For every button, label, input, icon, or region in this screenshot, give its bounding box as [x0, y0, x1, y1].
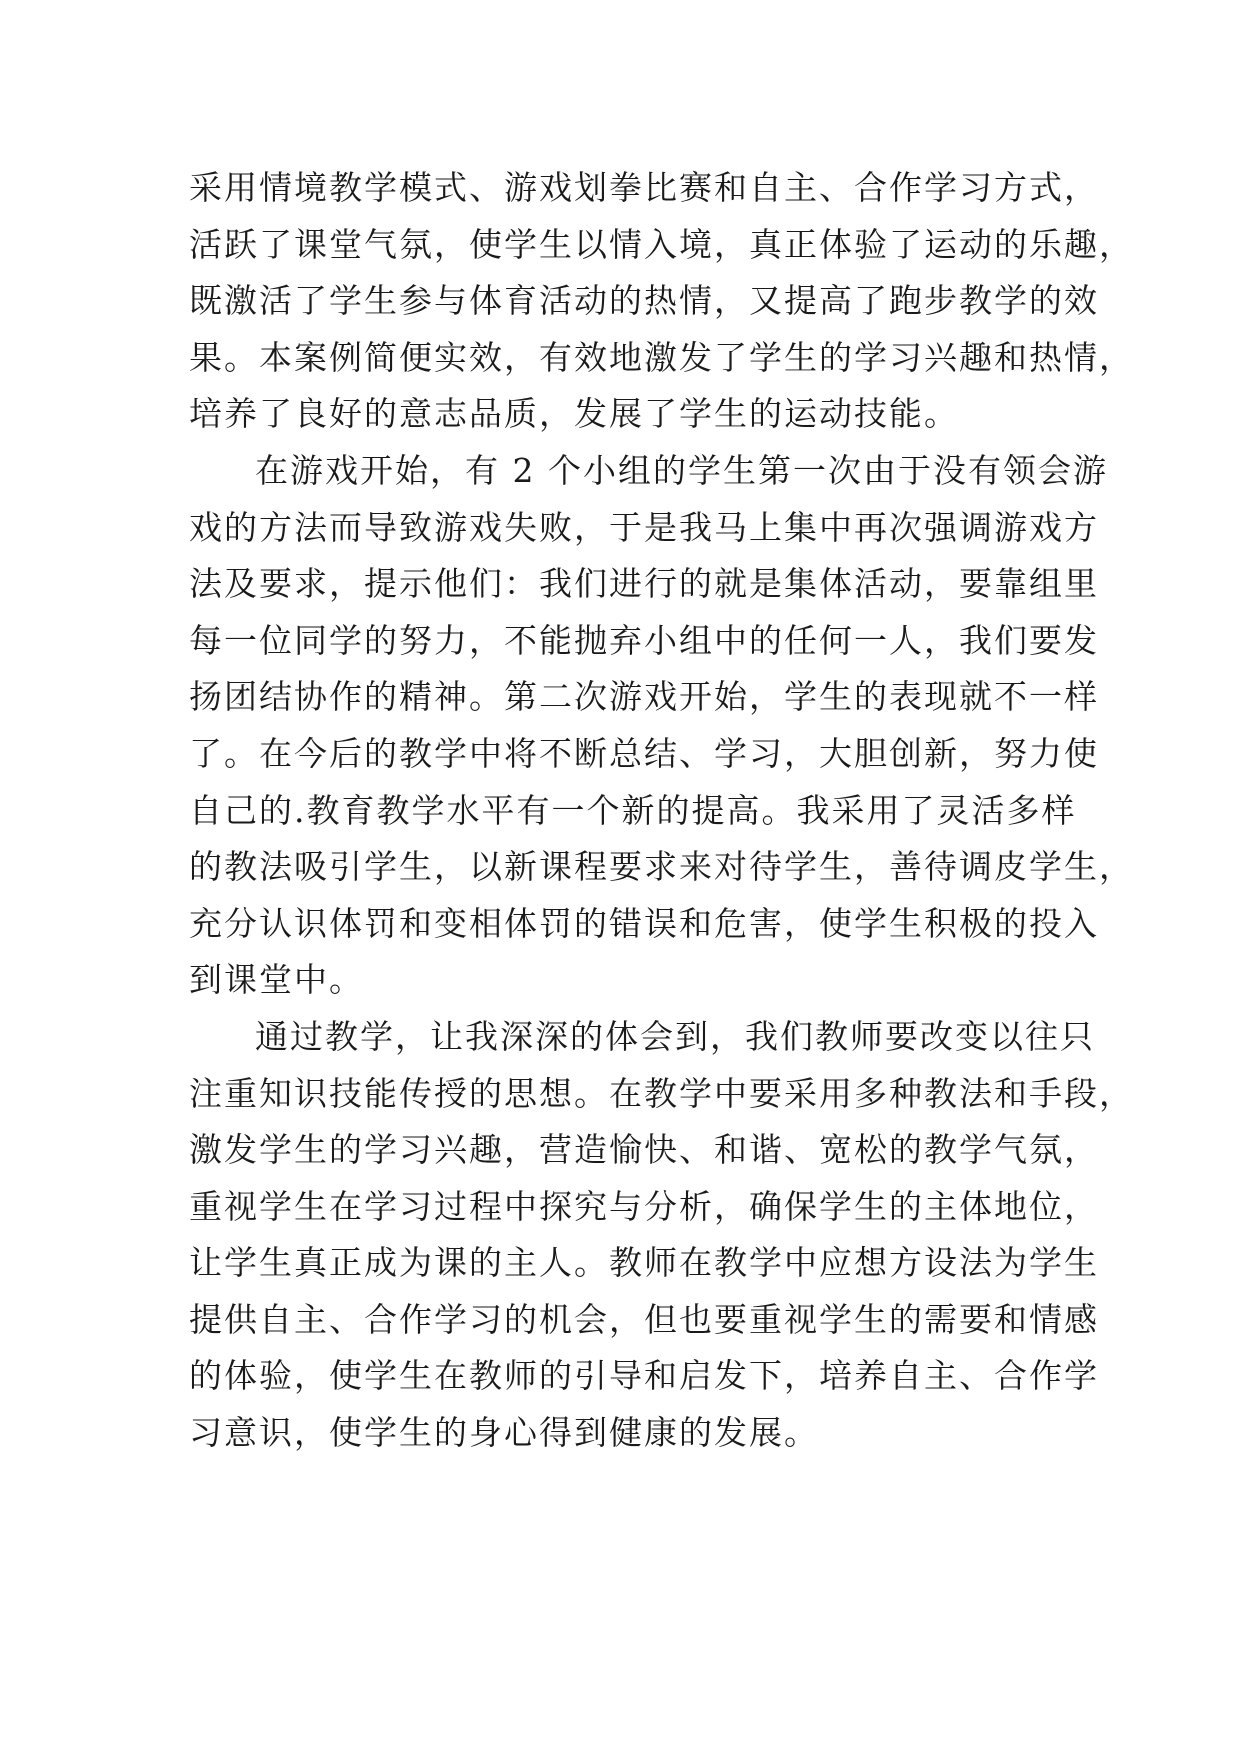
text-line: 扬团结协作的精神。第二次游戏开始，学生的表现就不一样: [189, 677, 1099, 717]
text-line: 活跃了课堂气氛，使学生以情入境，真正体验了运动的乐趣，: [189, 224, 1134, 264]
text-line: 每一位同学的努力，不能抛弃小组中的任何一人，我们要发: [189, 620, 1099, 660]
text-line: 了。在今后的教学中将不断总结、学习，大胆创新，努力使: [189, 733, 1099, 773]
text-line: 既激活了学生参与体育活动的热情，又提高了跑步教学的效: [189, 281, 1099, 321]
text-line: 的体验，使学生在教师的引导和启发下，培养自主、合作学: [189, 1356, 1099, 1396]
text-line: 通过教学，让我深深的体会到，我们教师要改变以往只: [255, 1016, 1095, 1056]
text-line: 习意识，使学生的身心得到健康的发展。: [189, 1413, 819, 1453]
text-line: 激发学生的学习兴趣，营造愉快、和谐、宽松的教学气氛，: [189, 1130, 1099, 1170]
text-line: 自己的.教育教学水平有一个新的提高。我采用了灵活多样: [189, 790, 1077, 830]
paragraph-1: [189, 160, 1134, 443]
text-line: 法及要求，提示他们：我们进行的就是集体活动，要靠组里: [189, 564, 1099, 604]
text-line: 到课堂中。: [189, 960, 364, 1000]
document-body: [189, 160, 1134, 1462]
text-line: 果。本案例简便实效，有效地激发了学生的学习兴趣和热情，: [189, 337, 1134, 377]
text-line: 在游戏开始，有 2 个小组的学生第一次由于没有领会游: [255, 450, 1108, 490]
paragraph-2: [189, 443, 1134, 1009]
text-line: 让学生真正成为课的主人。教师在教学中应想方设法为学生: [189, 1243, 1099, 1283]
text-line: 的教法吸引学生，以新课程要求来对待学生，善待调皮学生，: [189, 847, 1134, 887]
text-line: 注重知识技能传授的思想。在教学中要采用多种教法和手段，: [189, 1073, 1134, 1113]
paragraph-3: [189, 1009, 1134, 1462]
text-line: 培养了良好的意志品质，发展了学生的运动技能。: [189, 394, 959, 434]
text-line: 充分认识体罚和变相体罚的错误和危害，使学生积极的投入: [189, 903, 1099, 943]
text-line: 重视学生在学习过程中探究与分析，确保学生的主体地位，: [189, 1186, 1099, 1226]
text-line: 戏的方法而导致游戏失败，于是我马上集中再次强调游戏方: [189, 507, 1099, 547]
text-line: 采用情境教学模式、游戏划拳比赛和自主、合作学习方式，: [189, 168, 1099, 207]
text-line: 提供自主、合作学习的机会，但也要重视学生的需要和情感: [189, 1299, 1099, 1339]
